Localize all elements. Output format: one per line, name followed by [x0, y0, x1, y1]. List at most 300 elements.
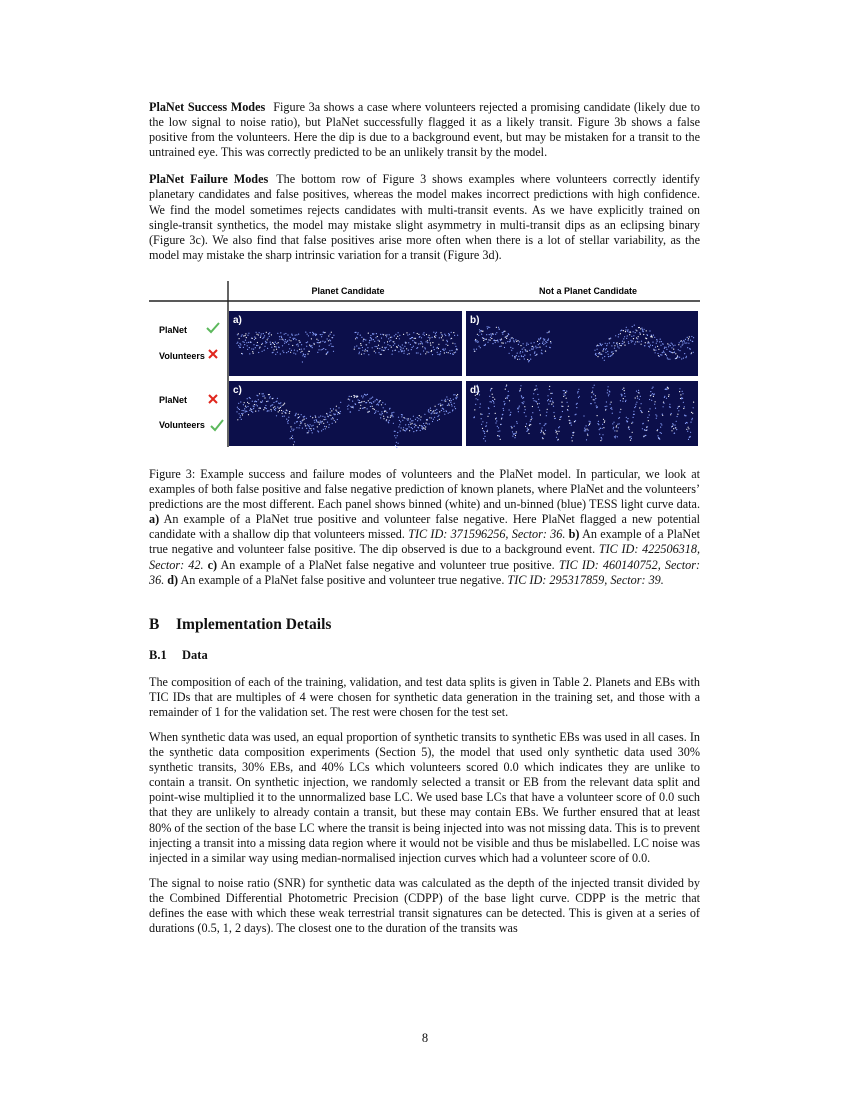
data-point: [256, 332, 257, 333]
data-point: [320, 420, 321, 421]
data-point: [254, 404, 255, 405]
data-point: [369, 342, 370, 343]
run-in-heading: PlaNet Success Modes: [149, 100, 266, 114]
data-point: [429, 335, 430, 336]
data-point: [570, 422, 571, 423]
data-point: [377, 348, 378, 349]
data-point: [589, 421, 590, 422]
data-point: [367, 394, 368, 395]
data-point: [595, 353, 596, 354]
data-point: [666, 389, 667, 390]
data-point: [444, 400, 445, 401]
data-point: [638, 341, 639, 342]
data-point: [247, 406, 248, 407]
data-point: [505, 398, 506, 399]
data-point: [402, 344, 403, 345]
data-point: [673, 345, 674, 346]
data-point: [445, 348, 446, 349]
data-point: [533, 346, 534, 347]
data-point: [599, 353, 600, 354]
data-point: [662, 352, 663, 353]
data-point: [391, 346, 392, 347]
data-point: [610, 356, 611, 357]
data-point: [299, 425, 300, 426]
data-point: [399, 335, 400, 336]
data-point: [316, 339, 317, 340]
data-point: [290, 352, 291, 353]
data-point: [564, 393, 565, 394]
data-point: [529, 360, 530, 361]
data-point: [256, 345, 257, 346]
data-point: [274, 406, 275, 407]
data-point: [666, 398, 667, 399]
data-point: [618, 427, 619, 428]
data-point: [630, 340, 631, 341]
data-point: [629, 334, 630, 335]
data-point: [239, 338, 240, 339]
data-point: [600, 343, 601, 344]
data-point: [556, 431, 557, 432]
data-point: [316, 334, 317, 335]
data-point: [364, 353, 365, 354]
data-point: [556, 437, 557, 438]
data-point: [487, 328, 488, 329]
data-point: [319, 422, 320, 423]
data-point: [641, 327, 642, 328]
data-point: [375, 346, 376, 347]
data-point: [407, 420, 408, 421]
data-point: [377, 336, 378, 337]
data-point: [605, 409, 606, 410]
data-point: [392, 350, 393, 351]
data-point: [288, 420, 289, 421]
data-point: [409, 353, 410, 354]
data-point: [381, 354, 382, 355]
data-point: [624, 396, 625, 397]
body-paragraph: When synthetic data was used, an equal proportion of synthetic transits to synthetic EBs was used in all cases. In the synthetic data composition experiments (Section 5), the model that used only synthetic data used 30% synthetic transits, 30% EBs, and 40% LCs which volunteers scored 0.0 which indicates they are unlike to contain a transit. On synthetic injection, we randomly selected a transit or EB from the relevant data split and point-wise multiplied it to the unnormalized base LC. We used base LCs that have a volunteer score of 0.0 such that they are unlikely to already contain a transit, but these may contain EBs. We further ensured that at least 80% of the section of the base LC where the transit is being injected into was not missing data. This is to prevent injecting a transit into a missing data region where it would not be visible and thus be mislabelled. LC noise was injected in a similar way using median-normalised injection curves which had a volunteer score of 0.0.: [149, 729, 700, 865]
caption-c-tic: TIC ID: 460140752, Sector: 36.: [149, 557, 701, 587]
data-point: [242, 410, 243, 411]
data-point: [652, 393, 653, 394]
data-point: [408, 349, 409, 350]
data-point: [431, 350, 432, 351]
data-point: [242, 353, 243, 354]
data-point: [287, 423, 288, 424]
data-point: [523, 343, 524, 344]
data-point: [536, 385, 537, 386]
data-point: [655, 408, 656, 409]
data-point: [399, 338, 400, 339]
data-point: [267, 348, 268, 349]
data-point: [454, 343, 455, 344]
data-point: [536, 401, 537, 402]
data-point: [434, 349, 435, 350]
panel-a-label: a): [233, 314, 242, 326]
data-point: [288, 351, 289, 352]
data-point: [440, 353, 441, 354]
data-point: [606, 348, 607, 349]
data-point: [504, 331, 505, 332]
cross-icon: [209, 350, 217, 358]
data-point: [388, 349, 389, 350]
data-point: [249, 353, 250, 354]
data-point: [327, 413, 328, 414]
data-point: [293, 430, 294, 431]
data-point: [380, 334, 381, 335]
data-point: [538, 407, 539, 408]
data-point: [686, 356, 687, 357]
data-point: [325, 349, 326, 350]
data-point: [550, 341, 551, 342]
data-point: [510, 347, 511, 348]
data-point: [382, 413, 383, 414]
data-point: [531, 342, 532, 343]
data-point: [684, 341, 685, 342]
data-point: [273, 407, 274, 408]
data-point: [500, 340, 501, 341]
data-point: [325, 341, 326, 342]
data-point: [584, 427, 585, 428]
data-point: [298, 414, 299, 415]
data-point: [390, 337, 391, 338]
data-point: [369, 411, 370, 412]
data-point: [623, 330, 624, 331]
data-point: [527, 430, 528, 431]
data-point: [477, 399, 478, 400]
data-point: [633, 331, 634, 332]
data-point: [666, 347, 667, 348]
data-point: [652, 345, 653, 346]
data-point: [369, 398, 370, 399]
data-point: [353, 407, 354, 408]
data-point: [374, 341, 375, 342]
data-point: [625, 329, 626, 330]
data-point: [331, 332, 332, 333]
data-point: [682, 343, 683, 344]
data-point: [384, 411, 385, 412]
data-point: [572, 440, 573, 441]
data-point: [490, 339, 491, 340]
data-point: [639, 399, 640, 400]
data-point: [247, 345, 248, 346]
data-point: [528, 433, 529, 434]
data-point: [286, 352, 287, 353]
data-point: [682, 344, 683, 345]
data-point: [545, 341, 546, 342]
data-point: [669, 404, 670, 405]
data-point: [493, 334, 494, 335]
data-point: [273, 398, 274, 399]
data-point: [542, 343, 543, 344]
data-point: [404, 418, 405, 419]
data-point: [366, 344, 367, 345]
data-point: [386, 336, 387, 337]
data-point: [375, 410, 376, 411]
data-point: [240, 347, 241, 348]
data-point: [398, 351, 399, 352]
data-point: [262, 351, 263, 352]
data-point: [486, 339, 487, 340]
data-point: [370, 402, 371, 403]
data-point: [565, 392, 566, 393]
data-point: [318, 421, 319, 422]
data-point: [297, 421, 298, 422]
data-point: [373, 401, 374, 402]
data-point: [314, 420, 315, 421]
data-point: [389, 341, 390, 342]
data-point: [395, 431, 396, 432]
data-point: [511, 350, 512, 351]
data-point: [500, 439, 501, 440]
data-point: [674, 351, 675, 352]
data-point: [679, 388, 680, 389]
data-point: [417, 420, 418, 421]
data-point: [254, 339, 255, 340]
data-point: [516, 431, 517, 432]
data-point: [390, 417, 391, 418]
data-point: [550, 393, 551, 394]
data-point: [376, 346, 377, 347]
data-point: [539, 410, 540, 411]
data-point: [423, 350, 424, 351]
data-point: [494, 399, 495, 400]
data-point: [602, 428, 603, 429]
data-point: [530, 424, 531, 425]
data-point: [561, 401, 562, 402]
data-point: [635, 397, 636, 398]
data-point: [271, 334, 272, 335]
data-point: [480, 413, 481, 414]
data-point: [328, 416, 329, 417]
data-point: [438, 404, 439, 405]
data-point: [373, 339, 374, 340]
data-point: [406, 429, 407, 430]
panel-a: [229, 311, 462, 376]
data-point: [539, 339, 540, 340]
data-point: [420, 416, 421, 417]
data-point: [408, 424, 409, 425]
data-point: [406, 428, 407, 429]
data-point: [457, 394, 458, 395]
data-point: [503, 410, 504, 411]
data-point: [298, 333, 299, 334]
data-point: [409, 422, 410, 423]
data-point: [386, 412, 387, 413]
data-point: [644, 345, 645, 346]
data-point: [244, 408, 245, 409]
data-point: [491, 388, 492, 389]
data-point: [501, 342, 502, 343]
data-point: [495, 422, 496, 423]
data-point: [429, 411, 430, 412]
data-point: [540, 432, 541, 433]
data-point: [395, 437, 396, 438]
data-point: [675, 427, 676, 428]
data-point: [249, 347, 250, 348]
data-point: [481, 418, 482, 419]
data-point: [240, 401, 241, 402]
col-header-not-planet-candidate: Not a Planet Candidate: [538, 285, 638, 296]
data-point: [454, 335, 455, 336]
data-point: [239, 417, 240, 418]
data-point: [328, 335, 329, 336]
data-point: [540, 414, 541, 415]
data-point: [563, 390, 564, 391]
data-point: [622, 341, 623, 342]
data-point: [302, 427, 303, 428]
data-point: [257, 342, 258, 343]
data-point: [430, 407, 431, 408]
data-point: [522, 351, 523, 352]
data-point: [402, 414, 403, 415]
data-point: [643, 334, 644, 335]
data-point: [423, 334, 424, 335]
data-point: [433, 332, 434, 333]
data-point: [259, 393, 260, 394]
data-point: [285, 339, 286, 340]
data-point: [327, 421, 328, 422]
data-point: [512, 348, 513, 349]
data-point: [348, 405, 349, 406]
data-point: [533, 348, 534, 349]
data-point: [663, 344, 664, 345]
caption-b-tic: TIC ID: 422506318, Sector: 42.: [149, 542, 700, 572]
data-point: [336, 411, 337, 412]
row2-volunteers-label: Volunteers: [159, 419, 205, 430]
data-point: [379, 340, 380, 341]
data-point: [389, 420, 390, 421]
data-point: [446, 352, 447, 353]
data-point: [688, 439, 689, 440]
data-point: [358, 332, 359, 333]
data-point: [239, 413, 240, 414]
data-point: [482, 428, 483, 429]
data-point: [589, 424, 590, 425]
data-point: [358, 353, 359, 354]
data-point: [477, 334, 478, 335]
data-point: [693, 352, 694, 353]
data-point: [587, 433, 588, 434]
data-point: [657, 346, 658, 347]
data-point: [539, 423, 540, 424]
data-point: [293, 352, 294, 353]
data-point: [547, 400, 548, 401]
data-point: [383, 350, 384, 351]
data-point: [448, 403, 449, 404]
data-point: [656, 343, 657, 344]
data-point: [349, 396, 350, 397]
data-point: [312, 432, 313, 433]
data-point: [633, 411, 634, 412]
data-point: [378, 340, 379, 341]
data-point: [608, 386, 609, 387]
data-point: [424, 347, 425, 348]
data-point: [504, 347, 505, 348]
data-point: [304, 356, 305, 357]
data-point: [366, 402, 367, 403]
data-point: [321, 430, 322, 431]
data-point: [642, 329, 643, 330]
data-point: [255, 347, 256, 348]
data-point: [417, 352, 418, 353]
data-point: [583, 415, 584, 416]
data-point: [455, 346, 456, 347]
data-point: [289, 413, 290, 414]
data-point: [258, 352, 259, 353]
data-point: [307, 424, 308, 425]
data-point: [484, 338, 485, 339]
data-point: [272, 404, 273, 405]
data-point: [648, 341, 649, 342]
data-point: [618, 334, 619, 335]
data-point: [363, 395, 364, 396]
data-point: [428, 410, 429, 411]
data-point: [692, 418, 693, 419]
data-point: [634, 407, 635, 408]
data-point: [527, 427, 528, 428]
data-point: [264, 395, 265, 396]
data-point: [432, 337, 433, 338]
data-point: [354, 346, 355, 347]
data-point: [349, 399, 350, 400]
data-point: [677, 414, 678, 415]
data-point: [529, 425, 530, 426]
data-point: [679, 350, 680, 351]
data-point: [641, 411, 642, 412]
data-point: [268, 410, 269, 411]
data-point: [474, 409, 475, 410]
data-point: [335, 421, 336, 422]
data-point: [536, 354, 537, 355]
data-point: [281, 405, 282, 406]
data-point: [454, 403, 455, 404]
data-point: [489, 327, 490, 328]
data-point: [419, 336, 420, 337]
data-point: [435, 337, 436, 338]
data-point: [284, 341, 285, 342]
data-point: [566, 398, 567, 399]
data-point: [414, 338, 415, 339]
data-point: [507, 397, 508, 398]
data-point: [454, 406, 455, 407]
data-point: [635, 406, 636, 407]
data-point: [625, 400, 626, 401]
data-point: [528, 429, 529, 430]
data-point: [637, 397, 638, 398]
data-point: [306, 346, 307, 347]
data-point: [473, 349, 474, 350]
data-point: [504, 403, 505, 404]
data-point: [503, 342, 504, 343]
data-point: [688, 343, 689, 344]
data-point: [392, 412, 393, 413]
data-point: [683, 357, 684, 358]
data-point: [362, 397, 363, 398]
data-point: [324, 426, 325, 427]
data-point: [545, 430, 546, 431]
data-point: [378, 352, 379, 353]
data-point: [655, 352, 656, 353]
data-point: [609, 342, 610, 343]
data-point: [289, 348, 290, 349]
data-point: [354, 397, 355, 398]
data-point: [267, 338, 268, 339]
data-point: [402, 351, 403, 352]
data-point: [262, 343, 263, 344]
data-point: [329, 345, 330, 346]
data-point: [657, 353, 658, 354]
data-point: [260, 335, 261, 336]
